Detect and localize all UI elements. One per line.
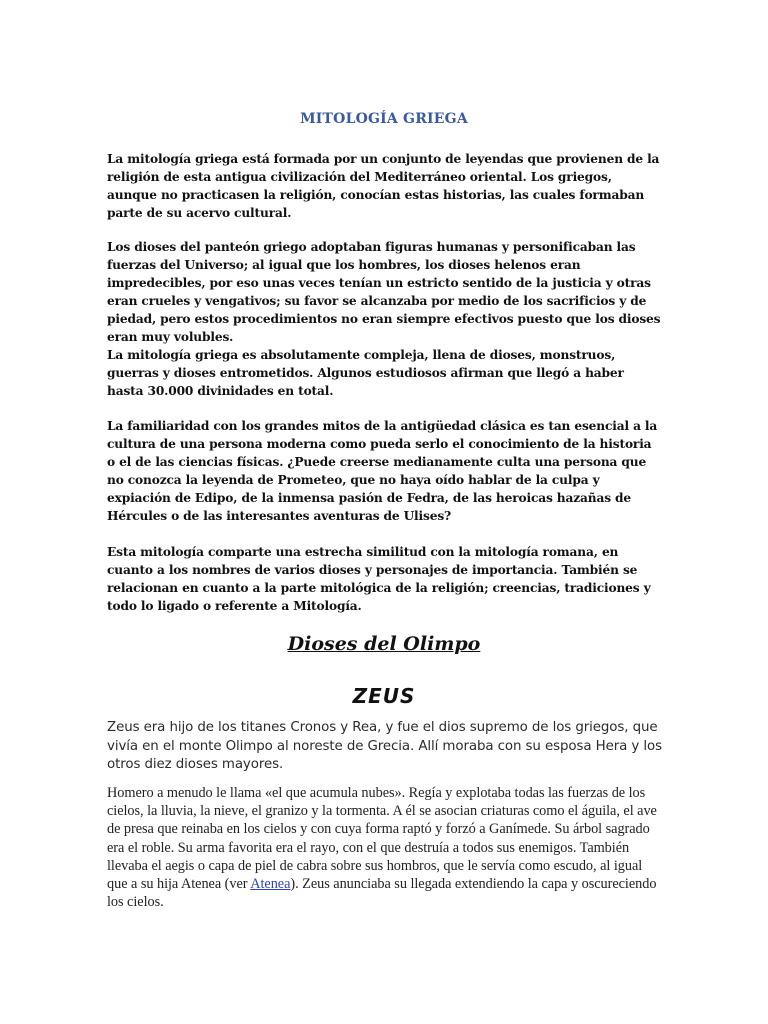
paragraph-complexity: La mitología griega es absolutamente compleja, llena de dioses, monstruos, guerras y dioses entrometidos. Algunos estudiosos afirman que llegó a haber hasta 30.000 divinidades en total.	[107, 348, 624, 398]
paragraph-intro: La mitología griega está formada por un conjunto de leyendas que provienen de la religión de esta antigua civilización del Mediterráneo oriental. Los griegos, aunque no practicasen la religión, conocían estas historias, las cuales formaban parte de su acervo cultural.	[107, 152, 660, 220]
atenea-link[interactable]: Atenea	[250, 876, 291, 893]
god-heading: ZEUS	[352, 684, 416, 708]
zeus-description-text-end: ). Zeus anunciaba su llegada extendiendo la capa y oscureciendo los cielos.	[107, 876, 657, 911]
zeus-description-text: Homero a menudo le llama «el que acumula nubes». Regía y explotaba todas las fuerzas de los cielos, la lluvia, la nieve, el granizo y la tormenta. A él se asocian criaturas como el águila, el ave de presa que reinaba en los cielos y con cuya forma raptó y forzó a Ganímede. Su árbol sagrado era el roble. Su arma favorita era el rayo, con el que destruía a todos sus enemigos. También llevaba el aegis o capa de piel de cabra sobre sus hombros, que le servía como escudo, al igual que a su hija Atenea (ver	[107, 785, 657, 893]
paragraph-roman-similarity: Esta mitología comparte una estrecha similitud con la mitología romana, en cuanto a los nombres de varios dioses y personajes de importancia. También se relacionan en cuanto a la parte mitológica de la religión; creencias, tradiciones y todo lo ligado o referente a Mitología.	[107, 545, 651, 613]
zeus-intro: Zeus era hijo de los titanes Cronos y Rea, y fue el dios supremo de los griegos, que vivía en el monte Olimpo al noreste de Grecia. Allí moraba con su esposa Hera y los otros diez dioses mayores.	[107, 720, 662, 772]
section-title: Dioses del Olimpo	[287, 633, 481, 655]
zeus-description	[107, 784, 665, 911]
paragraph-pantheon: Los dioses del panteón griego adoptaban figuras humanas y personificaban las fuerzas del Universo; al igual que los hombres, los dioses helenos eran impredecibles, por eso unas veces tenían un estricto sentido de la justicia y otras eran crueles y vengativos; su favor se alcanzaba por medio de los sacrificios y de piedad, pero estos procedimientos no eran siempre efectivos puesto que los dioses eran muy volubles.	[107, 240, 661, 344]
document-title: MITOLOGÍA GRIEGA	[300, 111, 468, 127]
paragraph-familiarity: La familiaridad con los grandes mitos de la antigüedad clásica es tan esencial a la cultura de una persona moderna como pueda serlo el conocimiento de la historia o el de las ciencias físicas. ¿Puede creerse medianamente culta una persona que no conozca la leyenda de Prometeo, que no haya oído hablar de la culpa y expiación de Edipo, de la inmensa pasión de Fedra, de las heroicas hazañas de Hércules o de las interesantes aventuras de Ulises?	[107, 419, 658, 523]
